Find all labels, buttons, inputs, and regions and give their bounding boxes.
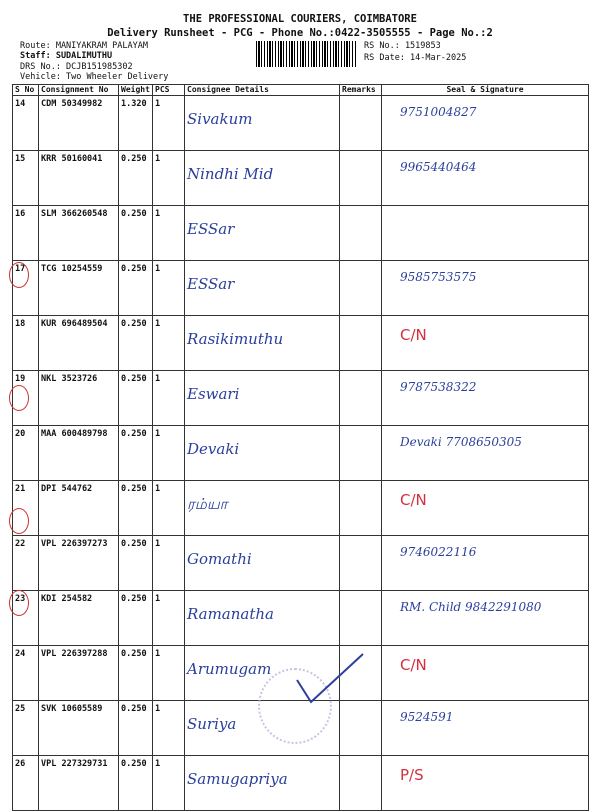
consignee-signature: [185, 536, 340, 591]
row-sno-text: 24: [15, 649, 26, 659]
row-sno: [13, 426, 39, 481]
drs-number: DRS No.: DCJB151985302: [20, 62, 133, 72]
row-sno-text: 26: [15, 759, 26, 769]
seal-signature-text: C/N: [400, 491, 427, 509]
table-row: [13, 481, 589, 536]
table-row: [13, 316, 589, 371]
row-remarks: [340, 206, 382, 261]
row-weight-text: 0.250: [121, 704, 147, 714]
row-pcs: [153, 536, 185, 591]
row-consignment-no: [39, 646, 119, 701]
table-row: [13, 206, 589, 261]
row-consignment-no-text: TCG 10254559: [41, 264, 103, 274]
consignee-signature-text: Arumugam: [187, 660, 272, 678]
consignee-signature: [185, 371, 340, 426]
row-weight-text: 0.250: [121, 759, 147, 769]
row-sno-text: 16: [15, 209, 26, 219]
row-pcs-text: 1: [155, 319, 161, 329]
row-consignment-no-text: NKL 3523726: [41, 374, 98, 384]
consignee-signature-text: Sivakum: [187, 110, 253, 128]
seal-signature-text: 9787538322: [400, 380, 477, 394]
row-weight: [119, 206, 153, 261]
row-consignment-no-text: KDI 254582: [41, 594, 93, 604]
red-circle-mark: [9, 508, 29, 534]
consignee-signature: [185, 591, 340, 646]
seal-signature: [382, 646, 589, 701]
row-remarks: [340, 96, 382, 151]
red-circle-mark: [9, 262, 29, 288]
row-consignment-no: [39, 591, 119, 646]
row-remarks: [340, 316, 382, 371]
row-consignment-no: [39, 151, 119, 206]
row-consignment-no: [39, 96, 119, 151]
row-sno: [13, 151, 39, 206]
row-consignment-no: [39, 481, 119, 536]
row-sno-text: 14: [15, 99, 26, 109]
seal-signature: [382, 371, 589, 426]
row-consignment-no-text: VPL 227329731: [41, 759, 108, 769]
vehicle-label: Vehicle: Two Wheeler Delivery: [20, 72, 169, 82]
row-weight: [119, 426, 153, 481]
col-consignment: Consignment No: [39, 85, 119, 96]
seal-signature-text: 9751004827: [400, 105, 477, 119]
seal-signature: [382, 316, 589, 371]
col-weight: Weight: [119, 85, 153, 96]
seal-signature-text: 9524591: [400, 710, 454, 724]
seal-signature: [382, 151, 589, 206]
row-pcs: [153, 481, 185, 536]
row-consignment-no-text: SVK 10605589: [41, 704, 103, 714]
consignee-signature: [185, 206, 340, 261]
row-pcs: [153, 316, 185, 371]
consignee-signature-text: Rasikimuthu: [187, 330, 284, 348]
row-pcs: [153, 701, 185, 756]
row-sno: [13, 646, 39, 701]
row-pcs-text: 1: [155, 429, 161, 439]
consignee-signature-text: Ramanatha: [187, 605, 274, 623]
row-remarks: [340, 371, 382, 426]
row-pcs-text: 1: [155, 209, 161, 219]
col-consignee: Consignee Details: [185, 85, 340, 96]
row-sno: [13, 701, 39, 756]
row-weight-text: 0.250: [121, 594, 147, 604]
consignee-signature: [185, 261, 340, 316]
row-consignment-no-text: DPI 544762: [41, 484, 93, 494]
seal-signature-text: Devaki 7708650305: [400, 435, 522, 449]
table-row: [13, 756, 589, 811]
consignee-signature: [185, 316, 340, 371]
col-seal: Seal & Signature: [382, 85, 589, 96]
seal-signature: [382, 426, 589, 481]
row-remarks: [340, 756, 382, 811]
row-consignment-no: [39, 536, 119, 591]
row-pcs-text: 1: [155, 539, 161, 549]
col-remarks: Remarks: [340, 85, 382, 96]
checkmark-icon: [295, 650, 365, 710]
seal-signature: [382, 756, 589, 811]
row-weight-text: 0.250: [121, 209, 147, 219]
row-pcs-text: 1: [155, 649, 161, 659]
seal-signature: [382, 701, 589, 756]
row-weight: [119, 756, 153, 811]
table-row: [13, 261, 589, 316]
row-pcs-text: 1: [155, 99, 161, 109]
row-weight-text: 0.250: [121, 374, 147, 384]
consignee-signature: [185, 96, 340, 151]
row-pcs: [153, 646, 185, 701]
seal-signature-text: 9965440464: [400, 160, 477, 174]
row-remarks: [340, 426, 382, 481]
route-label: Route: MANIYAKRAM PALAYAM: [20, 41, 148, 51]
row-weight-text: 1.320: [121, 99, 147, 109]
row-pcs: [153, 206, 185, 261]
consignee-signature: [185, 756, 340, 811]
row-sno: [13, 756, 39, 811]
table-row: [13, 591, 589, 646]
row-weight: [119, 591, 153, 646]
seal-signature: [382, 591, 589, 646]
row-remarks: [340, 536, 382, 591]
seal-signature-text: P/S: [400, 766, 424, 784]
row-weight: [119, 646, 153, 701]
row-remarks: [340, 261, 382, 316]
row-weight: [119, 316, 153, 371]
row-sno: [13, 206, 39, 261]
row-consignment-no-text: KRR 50160041: [41, 154, 103, 164]
row-weight: [119, 701, 153, 756]
seal-signature: [382, 536, 589, 591]
row-pcs-text: 1: [155, 374, 161, 384]
consignee-signature-text: ESSar: [187, 275, 235, 293]
row-remarks: [340, 481, 382, 536]
red-circle-mark: [9, 590, 29, 616]
consignee-signature-text: Nindhi Mid: [187, 165, 274, 183]
row-pcs: [153, 261, 185, 316]
seal-signature: [382, 261, 589, 316]
row-consignment-no-text: VPL 226397273: [41, 539, 108, 549]
row-consignment-no: [39, 756, 119, 811]
row-pcs: [153, 96, 185, 151]
row-weight-text: 0.250: [121, 649, 147, 659]
row-weight-text: 0.250: [121, 484, 147, 494]
seal-signature: [382, 481, 589, 536]
consignee-signature: [185, 426, 340, 481]
row-sno-text: 22: [15, 539, 26, 549]
row-sno-text: 15: [15, 154, 26, 164]
table-row: [13, 371, 589, 426]
barcode-image: [256, 41, 356, 67]
consignee-signature-text: Gomathi: [187, 550, 252, 568]
row-weight: [119, 481, 153, 536]
table-header-row: [13, 85, 589, 96]
row-sno-text: 23: [15, 594, 26, 604]
consignee-signature-text: Eswari: [187, 385, 240, 403]
row-consignment-no: [39, 316, 119, 371]
consignee-signature-text: Samugapriya: [187, 770, 288, 788]
row-sno-text: 19: [15, 374, 26, 384]
row-weight-text: 0.250: [121, 539, 147, 549]
consignee-signature-text: ESSar: [187, 220, 235, 238]
row-consignment-no-text: SLM 366260548: [41, 209, 108, 219]
company-title: THE PROFESSIONAL COURIERS, COIMBATORE: [183, 13, 417, 25]
row-pcs: [153, 756, 185, 811]
runsheet-subtitle: Delivery Runsheet - PCG - Phone No.:0422-3505555 - Page No.:2: [107, 27, 493, 39]
row-weight-text: 0.250: [121, 429, 147, 439]
rs-date: RS Date: 14-Mar-2025: [364, 53, 467, 63]
row-consignment-no: [39, 701, 119, 756]
consignee-signature: [185, 151, 340, 206]
row-pcs-text: 1: [155, 759, 161, 769]
row-weight-text: 0.250: [121, 319, 147, 329]
row-consignment-no: [39, 261, 119, 316]
red-circle-mark: [9, 385, 29, 411]
row-pcs-text: 1: [155, 704, 161, 714]
table-row: [13, 426, 589, 481]
seal-signature: [382, 96, 589, 151]
row-sno: [13, 96, 39, 151]
row-pcs-text: 1: [155, 264, 161, 274]
seal-signature-text: 9585753575: [400, 270, 477, 284]
row-sno-text: 21: [15, 484, 26, 494]
seal-signature-text: C/N: [400, 326, 427, 344]
seal-signature: [382, 206, 589, 261]
row-weight: [119, 151, 153, 206]
table-row: [13, 536, 589, 591]
row-sno-text: 20: [15, 429, 26, 439]
row-pcs: [153, 426, 185, 481]
row-sno: [13, 316, 39, 371]
row-weight-text: 0.250: [121, 154, 147, 164]
row-consignment-no: [39, 426, 119, 481]
row-weight: [119, 536, 153, 591]
row-consignment-no: [39, 206, 119, 261]
row-pcs-text: 1: [155, 154, 161, 164]
row-consignment-no-text: MAA 600489798: [41, 429, 108, 439]
row-sno: [13, 536, 39, 591]
row-weight: [119, 371, 153, 426]
row-consignment-no-text: VPL 226397288: [41, 649, 108, 659]
row-pcs-text: 1: [155, 594, 161, 604]
row-sno-text: 17: [15, 264, 26, 274]
table-row: [13, 96, 589, 151]
row-remarks: [340, 151, 382, 206]
col-pcs: PCS: [153, 85, 185, 96]
row-pcs: [153, 151, 185, 206]
row-remarks: [340, 591, 382, 646]
row-weight-text: 0.250: [121, 264, 147, 274]
table-row: [13, 151, 589, 206]
staff-label: Staff: SUDALIMUTHU: [20, 51, 113, 61]
col-sno: S No: [13, 85, 39, 96]
consignee-signature-text: ரம்யா: [187, 495, 228, 513]
consignee-signature: [185, 481, 340, 536]
row-weight: [119, 261, 153, 316]
row-pcs: [153, 591, 185, 646]
consignee-signature-text: Suriya: [187, 715, 237, 733]
seal-signature-text: C/N: [400, 656, 427, 674]
seal-signature-text: 9746022116: [400, 545, 477, 559]
row-consignment-no-text: KUR 696489504: [41, 319, 108, 329]
row-pcs-text: 1: [155, 484, 161, 494]
consignee-signature-text: Devaki: [187, 440, 240, 458]
row-sno-text: 25: [15, 704, 26, 714]
row-pcs: [153, 371, 185, 426]
seal-signature-text: RM. Child 9842291080: [400, 600, 542, 614]
row-sno-text: 18: [15, 319, 26, 329]
rs-number: RS No.: 1519853: [364, 41, 441, 51]
row-weight: [119, 96, 153, 151]
row-consignment-no-text: CDM 50349982: [41, 99, 103, 109]
row-consignment-no: [39, 371, 119, 426]
